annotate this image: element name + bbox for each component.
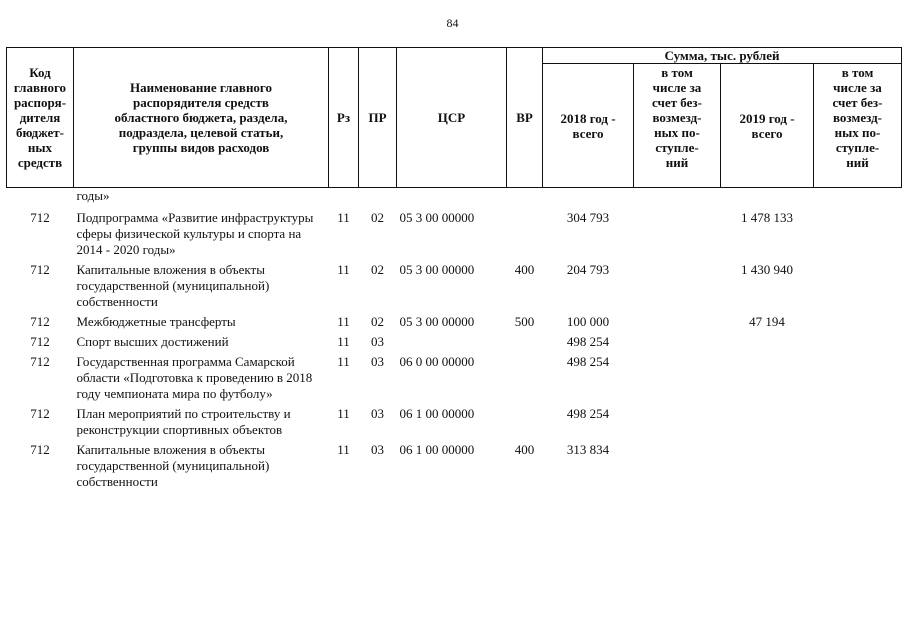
header-rz: Рз [329, 48, 359, 188]
row-2019-total [721, 406, 814, 442]
row-2019-total [721, 442, 814, 494]
row-2018-free [634, 334, 721, 354]
row-2018-free [634, 354, 721, 406]
table-header [7, 48, 902, 188]
header-name: Наименование главного распорядителя средств областного бюджета, раздела, подраздела, целевой статьи, группы видов расходов [74, 48, 329, 188]
row-2019-total [721, 354, 814, 406]
table-row [7, 314, 902, 334]
row-csr: 06 0 00 00000 [399, 354, 475, 369]
row-vr [507, 354, 543, 406]
row-rz: 11 [337, 262, 350, 277]
row-2018-total: 498 254 [566, 354, 610, 369]
continuation-text: годы» [76, 188, 110, 203]
row-2018-free [634, 406, 721, 442]
row-name: План мероприятий по строительству и реконструкции спортивных объектов [76, 406, 291, 437]
header-2018-total: 2018 год - всего [543, 64, 634, 188]
row-2018-total: 304 793 [566, 210, 610, 225]
row-pr: 03 [371, 406, 384, 421]
row-vr: 400 [514, 442, 535, 457]
row-2019-free [814, 442, 902, 494]
row-2018-free [634, 210, 721, 262]
row-2019-free [814, 210, 902, 262]
row-pr: 02 [371, 314, 384, 329]
row-vr [507, 406, 543, 442]
row-csr: 05 3 00 00000 [399, 210, 475, 225]
row-name: Спорт высших достижений [76, 334, 229, 349]
header-2018-free: в том числе за счет без- возмезд- ных по- ступле- ний [634, 64, 721, 188]
row-2018-free [634, 262, 721, 314]
row-csr [397, 334, 507, 354]
row-rz: 11 [337, 406, 350, 421]
row-csr: 05 3 00 00000 [399, 314, 475, 329]
row-2019-free [814, 354, 902, 406]
row-code: 712 [30, 210, 50, 225]
row-vr [507, 334, 543, 354]
row-name: Капитальные вложения в объекты государственной (муниципальной) собственности [76, 442, 270, 489]
row-rz: 11 [337, 354, 350, 369]
row-csr: 05 3 00 00000 [399, 262, 475, 277]
row-2019-free [814, 334, 902, 354]
row-csr: 06 1 00 00000 [399, 442, 475, 457]
continuation-row [7, 188, 902, 211]
header-2019-free: в том числе за счет без- возмезд- ных по- ступле- ний [814, 64, 902, 188]
row-vr: 400 [514, 262, 535, 277]
header-sum-group: Сумма, тыс. рублей [543, 48, 902, 64]
row-code: 712 [30, 334, 50, 349]
row-2019-total: 1 430 940 [741, 262, 793, 277]
row-pr: 02 [371, 262, 384, 277]
row-2018-total: 498 254 [566, 406, 610, 421]
header-pr: ПР [359, 48, 397, 188]
row-2018-total: 498 254 [566, 334, 610, 349]
table-row [7, 442, 902, 494]
row-csr: 06 1 00 00000 [399, 406, 475, 421]
row-rz: 11 [337, 442, 350, 457]
row-code: 712 [30, 354, 50, 369]
row-code: 712 [30, 442, 50, 457]
row-rz: 11 [337, 210, 350, 225]
table-row [7, 334, 902, 354]
row-pr: 02 [371, 210, 384, 225]
row-2019-free [814, 262, 902, 314]
row-2018-total: 204 793 [566, 262, 610, 277]
row-2019-total [721, 334, 814, 354]
table-row [7, 262, 902, 314]
row-2018-total: 100 000 [566, 314, 610, 329]
row-vr: 500 [514, 314, 535, 329]
row-2018-free [634, 314, 721, 334]
table-row [7, 406, 902, 442]
row-pr: 03 [371, 354, 384, 369]
row-code: 712 [30, 314, 50, 329]
table-row [7, 210, 902, 262]
row-2018-free [634, 442, 721, 494]
row-2019-free [814, 314, 902, 334]
row-name: Подпрограмма «Развитие инфраструктуры сферы физической культуры и спорта на 2014 - 2020 годы» [76, 210, 314, 257]
budget-table [6, 47, 902, 494]
header-2019-total: 2019 год - всего [721, 64, 814, 188]
header-code: Код главного распоря- дителя бюджет- ных средств [7, 48, 74, 188]
table-body [7, 188, 902, 495]
row-2019-free [814, 406, 902, 442]
row-pr: 03 [371, 442, 384, 457]
row-code: 712 [30, 262, 50, 277]
row-2019-total: 47 194 [749, 314, 785, 329]
row-name: Капитальные вложения в объекты государственной (муниципальной) собственности [76, 262, 270, 309]
header-vr: ВР [507, 48, 543, 188]
row-pr: 03 [371, 334, 384, 349]
page-number: 84 [446, 16, 459, 30]
row-name: Государственная программа Самарской области «Подготовка к проведению в 2018 году чемпионата мира по футболу» [76, 354, 313, 401]
row-name: Межбюджетные трансферты [76, 314, 236, 329]
row-2018-total: 313 834 [566, 442, 610, 457]
row-2019-total: 1 478 133 [741, 210, 793, 225]
row-vr [507, 210, 543, 262]
row-rz: 11 [337, 334, 350, 349]
header-csr: ЦСР [397, 48, 507, 188]
row-code: 712 [30, 406, 50, 421]
row-rz: 11 [337, 314, 350, 329]
table-row [7, 354, 902, 406]
